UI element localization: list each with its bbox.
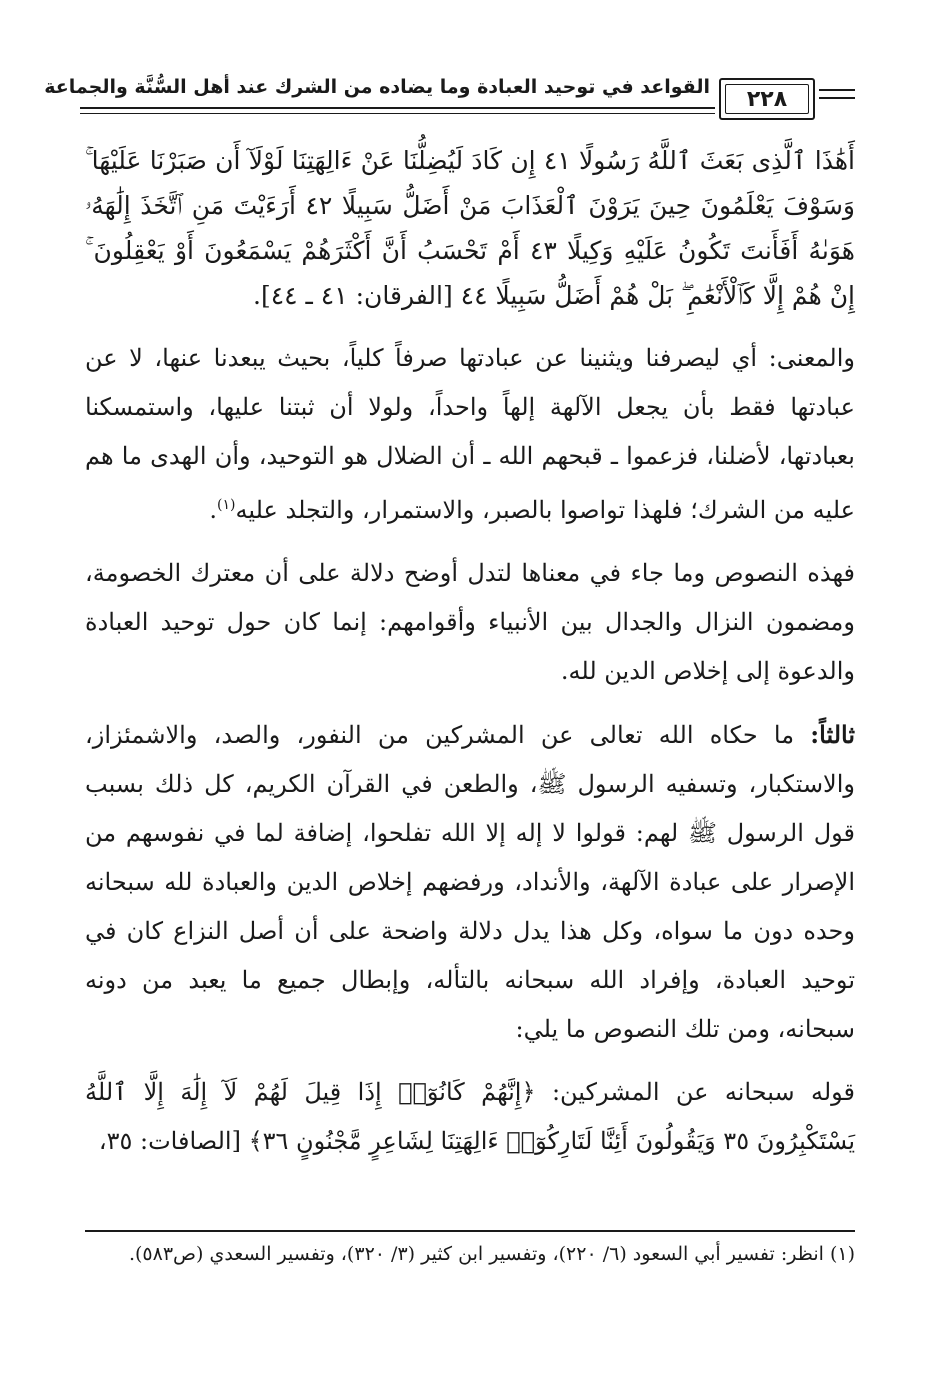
running-title: القواعد في توحيد العبادة وما يضاده من الشرك عند أهل السُّنَّة والجماعة (44, 76, 710, 98)
header-ornament (819, 89, 855, 105)
paragraph-quote (85, 1068, 855, 1166)
page-number: ٢٢٨ (719, 78, 815, 120)
paragraph-intro: قوله سبحانه عن المشركين: (551, 1078, 856, 1106)
header-rule-thin (80, 113, 715, 114)
footnote-marker[interactable]: (١) (217, 497, 236, 513)
main-text (85, 138, 855, 1180)
quran-reference: [الفرقان: ٤١ ـ ٤٤]. (253, 281, 453, 310)
footnote-rule (85, 1230, 855, 1232)
paragraph-third (85, 710, 855, 1054)
header-rule (80, 107, 715, 109)
footnote (85, 1238, 855, 1271)
footnote-text: انظر: تفسير أبي السعود (٦/ ٢٢٠)، وتفسير ابن كثير (٣/ ٣٢٠)، وتفسير السعدي (ص٥٨٣). (128, 1243, 824, 1265)
paragraph-end: . (209, 496, 218, 524)
quran-text: أَهَٰذَا ٱلَّذِى بَعَثَ ٱللَّهُ رَسُولًا ٤١ إِن كَادَ لَيُضِلُّنَا عَنْ ءَالِهَتِنَا لَوْلَآ أَن صَبَرْنَا عَلَيْهَا ۚ وَسَوْفَ يَعْلَمُونَ حِينَ يَرَوْنَ ٱلْعَذَابَ مَنْ أَضَلُّ سَبِيلًا ٤٢ أَرَءَيْتَ مَنِ ٱتَّخَذَ إِلَٰهَهُۥ هَوَىٰهُ أَفَأَنتَ تَكُونُ عَلَيْهِ وَكِيلًا ٤٣ أَمْ تَحْسَبُ أَنَّ أَكْثَرَهُمْ يَسْمَعُونَ أَوْ يَعْقِلُونَ ۚ إِنْ هُمْ إِلَّا كَٱلْأَنْعَٰمِ ۖ بَلْ هُمْ أَضَلُّ سَبِيلًا ٤٤ (85, 146, 855, 310)
quran-passage-1 (85, 138, 855, 318)
quran-text: ﴿إِنَّهُمْ كَانُوٓا۟ إِذَا قِيلَ لَهُمْ لَآ إِلَٰهَ إِلَّا ٱللَّهُ يَسْتَكْبِرُونَ ٣٥ وَيَقُولُونَ أَئِنَّا لَتَارِكُوٓا۟ ءَالِهَتِنَا لِشَاعِرٍ مَّجْنُونٍ ٣٦﴾ (85, 1078, 855, 1155)
page-header (44, 70, 855, 126)
paragraph-text: ما حكاه الله تعالى عن المشركين من النفور، والصد، والاشمئزاز، والاستكبار، وتسفيه الرسول ﷺ، والطعن في القرآن الكريم، كل ذلك بسبب قول الرسول ﷺ لهم: قولوا لا إله إلا الله تفلحوا، إضافة لما في نفوسهم من الإصرار على عبادة الآلهة، والأنداد، ورفضهم إخلاص الدين والعبادة لله سبحانه وحده دون ما سواه، وكل هذا يدل دلالة واضحة على أن أصل النزاع كان في توحيد العبادة، وإفراد الله سبحانه بالتأله، وإبطال جميع ما يعبد من دونه سبحانه، ومن تلك النصوص ما يلي: (85, 721, 856, 1043)
paragraph-texts: فهذه النصوص وما جاء في معناها لتدل أوضح دلالة على أن معترك الخصومة، ومضمون النزال والجدال بين الأنبياء وأقوامهم: إنما كان حول توحيد العبادة والدعوة إلى إخلاص الدين لله. (85, 559, 855, 685)
quran-reference: [الصافات: ٣٥، (98, 1127, 241, 1155)
paragraph-heading: ثالثاً: (810, 720, 855, 749)
paragraph-meaning (85, 334, 855, 535)
paragraph-text: والمعنى: أي ليصرفنا ويثنينا عن عبادتها صرفاً كلياً، بحيث يبعدنا عنها، لا عن عبادتها فقط بأن يجعل الآلهة إلهاً واحداً، ولولا أن ثبتنا عليها، واستمسكنا بعبادتها، لأضلنا، فزعموا ـ قبحهم الله ـ أن الضلال هو التوحيد، وأن الهدى ما هم عليه من الشرك؛ فلهذا تواصوا بالصبر، والاستمرار، والتجلد عليه (85, 344, 855, 524)
footnote-number: (١) (829, 1243, 855, 1265)
